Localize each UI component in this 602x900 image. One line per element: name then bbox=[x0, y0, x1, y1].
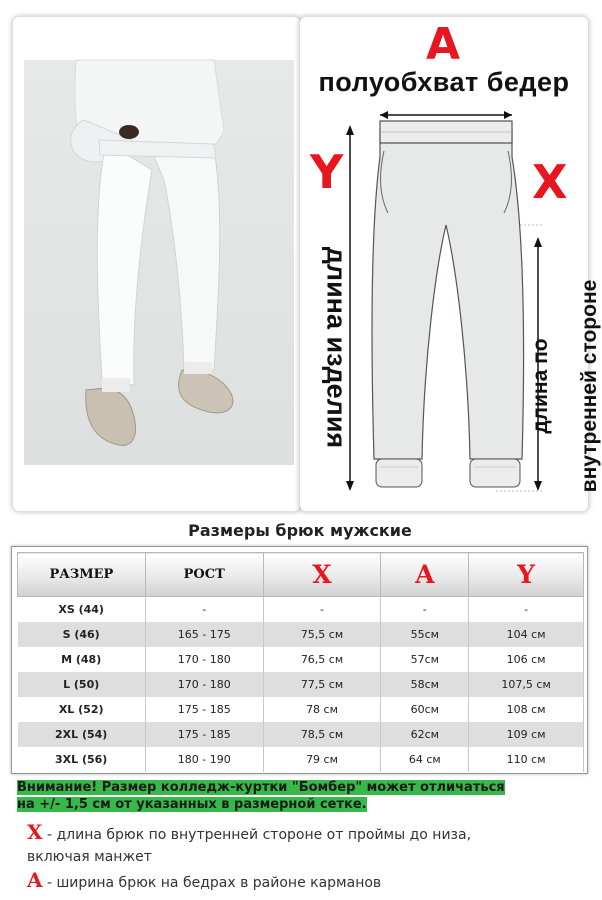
cell-y: 109 см bbox=[469, 722, 584, 747]
header-a: A bbox=[381, 553, 469, 597]
cell-a: 60см bbox=[381, 697, 469, 722]
cell-size: L (50) bbox=[18, 672, 146, 697]
cell-size: XS (44) bbox=[18, 597, 146, 622]
cell-a: - bbox=[381, 597, 469, 622]
measurement-diagram-panel bbox=[300, 17, 601, 511]
cell-y: 104 см bbox=[469, 622, 584, 647]
table-row bbox=[18, 672, 584, 697]
header-x: X bbox=[263, 553, 381, 597]
size-table-title: Размеры брюк мужские bbox=[188, 521, 412, 540]
table-header-row bbox=[18, 553, 584, 597]
cell-x: 77,5 см bbox=[263, 672, 381, 697]
white-sweatpants-photo bbox=[24, 60, 294, 465]
table-row bbox=[18, 697, 584, 722]
legend-a-text: - ширина брюк на бедрах в районе карманов bbox=[42, 875, 382, 891]
table-row bbox=[18, 747, 584, 772]
cell-x: 76,5 см bbox=[263, 647, 381, 672]
inseam-label-line1: длина по bbox=[529, 338, 552, 434]
hip-girth-label: полуобхват бедер bbox=[318, 67, 570, 97]
cell-size: M (48) bbox=[18, 647, 146, 672]
legend-x-letter: X bbox=[27, 820, 43, 844]
cell-a: 58см bbox=[381, 672, 469, 697]
table-row bbox=[18, 622, 584, 647]
cell-y: 110 см bbox=[469, 747, 584, 772]
cell-height: - bbox=[145, 597, 263, 622]
cell-size: XL (52) bbox=[18, 697, 146, 722]
header-height: РОСТ bbox=[145, 553, 263, 597]
cell-y: - bbox=[469, 597, 584, 622]
cell-x: 75,5 см bbox=[263, 622, 381, 647]
cell-a: 57см bbox=[381, 647, 469, 672]
product-photo-panel bbox=[13, 17, 300, 511]
table-row bbox=[18, 597, 584, 622]
cell-y: 108 см bbox=[469, 697, 584, 722]
legend-x-text-line2: включая манжет bbox=[27, 849, 152, 865]
table-row bbox=[18, 647, 584, 672]
size-notice bbox=[17, 779, 587, 813]
header-size: РАЗМЕР bbox=[18, 553, 146, 597]
legend-a bbox=[27, 869, 381, 894]
header-y: Y bbox=[469, 553, 584, 597]
legend-a-letter: A bbox=[27, 868, 43, 892]
notice-line2: на +/- 1,5 см от указанных в размерной сетке. bbox=[17, 797, 367, 812]
cell-size: 2XL (54) bbox=[18, 722, 146, 747]
cell-height: 175 - 185 bbox=[145, 722, 263, 747]
cell-height: 170 - 180 bbox=[145, 647, 263, 672]
inseam-label-line2: внутренней стороне bbox=[578, 279, 601, 493]
letter-y-label: Y bbox=[310, 145, 344, 199]
cell-size: 3XL (56) bbox=[18, 747, 146, 772]
legend-x-text-line1: - длина брюк по внутренней стороне от проймы до низа, bbox=[42, 827, 472, 843]
product-photo bbox=[24, 60, 294, 465]
cell-height: 180 - 190 bbox=[145, 747, 263, 772]
table-row bbox=[18, 722, 584, 747]
cell-height: 175 - 185 bbox=[145, 697, 263, 722]
letter-a-label: A bbox=[426, 19, 461, 70]
cell-y: 107,5 см bbox=[469, 672, 584, 697]
cell-a: 55см bbox=[381, 622, 469, 647]
size-table bbox=[11, 546, 588, 774]
pants-diagram bbox=[300, 17, 588, 511]
cell-x: 79 см bbox=[263, 747, 381, 772]
cell-y: 106 см bbox=[469, 647, 584, 672]
cell-x: 78 см bbox=[263, 697, 381, 722]
letter-x-label: X bbox=[532, 155, 568, 209]
cell-height: 170 - 180 bbox=[145, 672, 263, 697]
cell-a: 64 см bbox=[381, 747, 469, 772]
legend-x bbox=[27, 821, 471, 846]
cell-size: S (46) bbox=[18, 622, 146, 647]
cell-x: - bbox=[263, 597, 381, 622]
cell-height: 165 - 175 bbox=[145, 622, 263, 647]
legend-x-continued bbox=[27, 846, 152, 868]
notice-line1: Внимание! Размер колледж-куртки "Бомбер" может отличаться bbox=[17, 780, 505, 795]
cell-x: 78,5 см bbox=[263, 722, 381, 747]
cell-a: 62см bbox=[381, 722, 469, 747]
product-length-label: длина изделия bbox=[321, 246, 352, 449]
